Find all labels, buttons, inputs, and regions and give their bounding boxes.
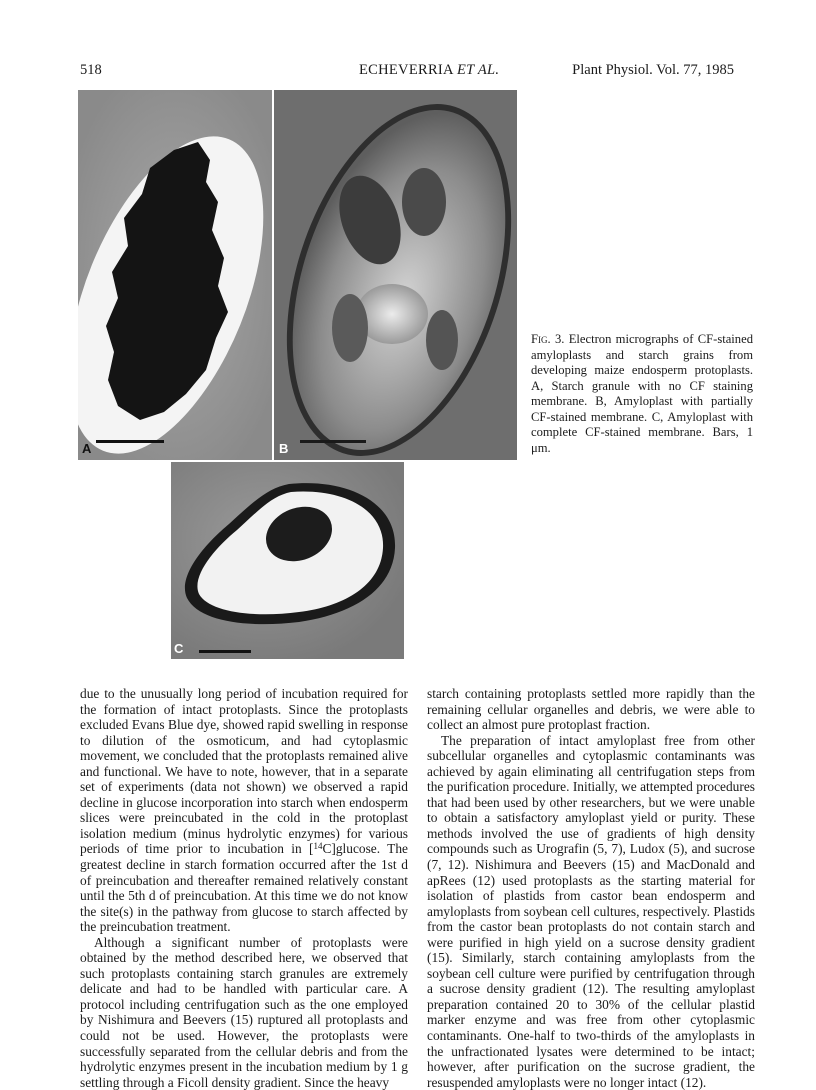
- micrograph-a-image: [78, 90, 272, 460]
- running-title-et-al: ET AL.: [456, 62, 500, 78]
- left-text-column: [80, 686, 408, 1090]
- right-paragraph-2: The preparation of intact amyloplast free from other subcellular organelles and cytoplasmic contaminants was achieved by again eliminating all centrifugation steps from the purification procedure. Initially, we attempted procedures that had been used by other researchers, but we were unable to obtain a satisfactory amyloplast yield or purity. These methods involved the use of gradients of high density compounds such as Urografin (5, 7), Ludox (5), and sucrose (7, 12). Nishimura and Beevers (15) and MacDonald and apRees (12) used protoplasts as the starting material for isolation of plastids from castor bean endosperm and amyloplasts from soybean cell cultures, respectively. Plastids from the castor bean protoplasts do not contain starch and were purified in high yield on a sucrose density gradient (15). Similarly, starch containing amyloplasts from the soybean cell culture were purified by centrifugation through a sucrose density gradient (12). The resulting amyloplast preparation contained 20 to 30% of the cellular plastid marker enzyme and was free from other cytoplasmic contaminants. One-half to two-thirds of the amyloplasts in the unfractionated lysates were determined to be intact; however, after purification on the sucrose gradient, the resuspended amyloplasts were no longer intact (12).: [427, 732, 755, 1090]
- panel-b-label: B: [279, 441, 289, 456]
- micrograph-panel-a: [78, 90, 272, 460]
- micrograph-c-image: [171, 462, 404, 659]
- right-text-column: [427, 686, 755, 1090]
- page-number: 518: [80, 62, 102, 78]
- left-paragraph-2: Although a significant number of protoplasts were obtained by the method described here, we observed that such protoplasts containing starch granules are extremely delicate and had to be handled with particular care. A protocol including centrifugation such as the one employed by Nishimura and Beevers (15) ruptured all protoplasts and could not be used. However, the protoplasts were successfully separated from the cellular debris and from the hydrolytic enzymes present in the incubation medium by 1 g settling through a Ficoll density gradient. Since the heavy: [80, 934, 408, 1090]
- micrograph-panel-b: [274, 90, 517, 460]
- isotope-superscript: 14: [313, 841, 323, 852]
- right-paragraph-1: starch containing protoplasts settled more rapidly than the remaining cellular organelles and debris, we were able to collect an almost pure protoplast fraction.: [427, 686, 755, 733]
- micrograph-panel-c: [171, 462, 404, 659]
- figure-label: Fig. 3.: [531, 332, 565, 346]
- micrograph-b-image: [274, 90, 517, 460]
- running-title: [359, 62, 499, 78]
- journal-reference: Plant Physiol. Vol. 77, 1985: [572, 62, 734, 78]
- left-paragraph-1: [80, 686, 408, 935]
- figure-caption-text: Electron micrographs of CF-stained amyloplasts and starch grains from developing maize endosperm protoplasts. A, Starch granule with no CF staining membrane. B, Amyloplast with partially CF-stained membrane. C, Amyloplast with complete CF-stained membrane. Bars, 1 μm.: [531, 332, 753, 455]
- running-title-author: ECHEVERRIA: [359, 62, 454, 78]
- figure-caption: [531, 332, 753, 456]
- left-paragraph-1-text-b: C]glucose. The greatest decline in starch formation occurred after the 1st d of preincubation and thereafter remained relatively constant until the 5th d of preincubation. At this time we do not know the site(s) in the pathway from glucose to starch affected by the preincubation treatment.: [80, 841, 408, 935]
- panel-a-label: A: [82, 441, 92, 456]
- panel-c-label: C: [174, 641, 184, 656]
- left-paragraph-1-text-a: due to the unusually long period of incubation required for the formation of intact protoplasts. Since the protoplasts excluded Evans Blue dye, showed rapid swelling in response to dilution of the osmoticum, and had cytoplasmic movement, we concluded that the protoplasts remained alive and functional. We have to note, however, that in a separate set of experiments (data not shown) we observed a rapid decline in glucose incorporation into starch when endosperm slices were preincubated in the cold in the protoplast isolation medium (minus hydrolytic enzymes) for various periods of time prior to incubation in [: [80, 686, 408, 857]
